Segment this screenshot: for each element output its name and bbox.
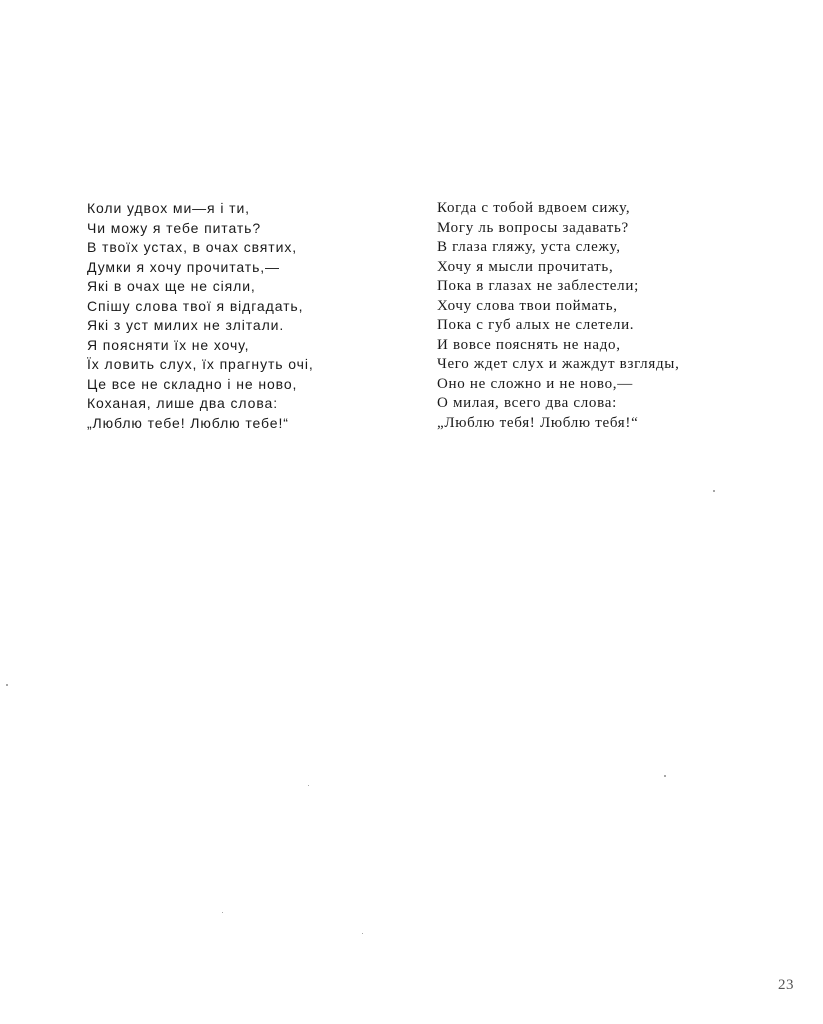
poem-line: О милая, всего два слова: xyxy=(437,395,617,411)
poem-line: Чего ждет слух и жаждут взгляды, xyxy=(437,356,680,372)
scan-speck xyxy=(6,684,8,686)
scan-speck xyxy=(362,933,363,934)
poem-line: В глаза гляжу, уста слежу, xyxy=(437,239,621,255)
poem-line: Це все не складно і не ново, xyxy=(87,375,298,392)
poem-line: Думки я хочу прочитать,— xyxy=(87,258,280,275)
poem-line: Спішу слова твої я відгадать, xyxy=(87,297,304,314)
poem-line: „Люблю тебя! Люблю тебя!“ xyxy=(437,414,639,431)
poem-line: Які з уст милих не злітали. xyxy=(87,317,285,333)
poem-line: Хочу я мысли прочитать, xyxy=(437,258,614,275)
poem-line: Хочу слова твои поймать, xyxy=(437,297,618,314)
poem-line: Пока с губ алых не слетели. xyxy=(437,317,635,333)
scan-speck xyxy=(222,912,223,913)
poem-line: Які в очах ще не сіяли, xyxy=(87,278,256,294)
poem-line: „Люблю тебе! Люблю тебе!“ xyxy=(87,414,289,431)
poem-line: Я поясняти їх не хочу, xyxy=(87,336,250,353)
poem-line: Могу ль вопросы задавать? xyxy=(437,219,629,236)
poem-line: Когда с тобой вдвоем сижу, xyxy=(437,200,631,216)
poem-line: Пока в глазах не заблестели; xyxy=(437,278,639,294)
scan-speck xyxy=(664,775,666,777)
poem-line: Коли удвох ми—я і ти, xyxy=(87,200,250,216)
poem-line: Чи можу я тебе питать? xyxy=(87,219,262,236)
poem-line: В твоїх устах, в очах святих, xyxy=(87,239,298,255)
poem-line: И вовсе пояснять не надо, xyxy=(437,336,621,353)
scan-speck xyxy=(713,490,715,492)
russian-poem xyxy=(437,199,747,433)
poem-line: Їх ловить слух, їх прагнуть очі, xyxy=(87,356,314,372)
poem-line: Коханая, лише два слова: xyxy=(87,395,278,411)
poem-line: Оно не сложно и не ново,— xyxy=(437,375,633,392)
ukrainian-poem xyxy=(87,199,387,433)
scan-speck xyxy=(308,785,309,786)
page-number: 23 xyxy=(778,977,794,993)
